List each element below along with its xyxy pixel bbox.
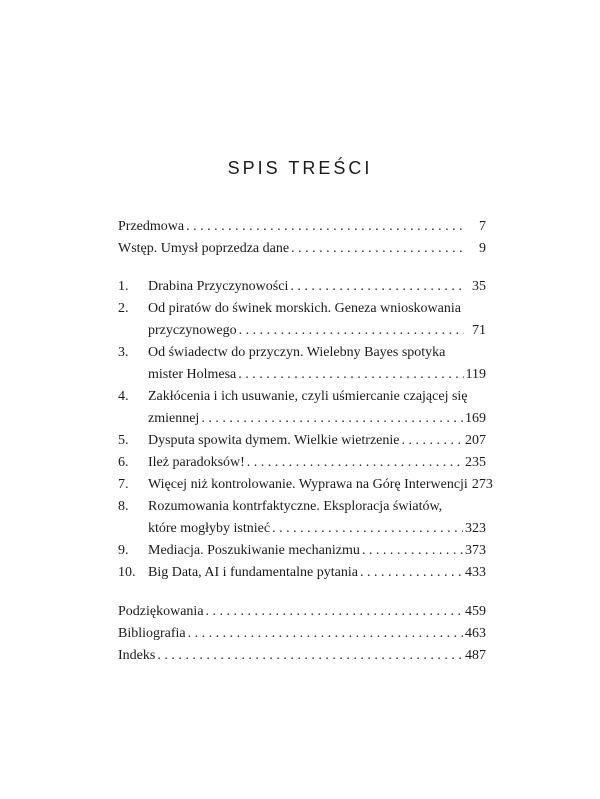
chapter-number: 3.	[118, 345, 129, 360]
toc-page-number: 207	[465, 433, 486, 448]
toc-entry-chapter-5[interactable]	[118, 430, 486, 452]
toc-entry-chapter-6[interactable]	[118, 452, 486, 474]
toc-page-number: 71	[472, 323, 486, 338]
toc-entry-label: zmiennej	[148, 411, 200, 426]
toc-leader-dots	[206, 601, 463, 623]
toc-entry-first-line	[118, 386, 486, 408]
toc-entry-introduction[interactable]	[118, 238, 486, 260]
toc-entry-label: Rozumowania kontrfaktyczne. Eksploracja światów,	[148, 499, 443, 514]
section-spacer	[118, 260, 486, 276]
toc-entry-label: Big Data, AI i fundamentalne pytania	[148, 565, 358, 580]
toc-entry-label: Od piratów do świnek morskich. Geneza wnioskowania	[148, 301, 461, 316]
toc-page-number: 9	[479, 241, 486, 256]
toc-entry-label: które mogłyby istnieć	[148, 521, 271, 536]
toc-leader-dots	[247, 452, 463, 474]
toc-entry-label: Podziękowania	[118, 604, 204, 619]
toc-entry-continuation	[118, 518, 486, 540]
toc-leader-dots	[360, 562, 463, 584]
toc-entry-label: Od świadectw do przyczyn. Wielebny Bayes spotyka	[148, 345, 446, 360]
toc-entry-label: Ileż paradoksów!	[148, 455, 245, 470]
toc-leader-dots	[201, 408, 463, 430]
section-spacer	[118, 584, 486, 601]
toc-leader-dots	[238, 364, 463, 386]
toc-entry-label: Wstęp. Umysł poprzedza dane	[118, 241, 290, 256]
toc-entry-preface[interactable]	[118, 216, 486, 238]
toc-leader-dots	[157, 645, 463, 667]
toc-entry-label: Więcej niż kontrolowanie. Wyprawa na Górę Interwencji	[148, 477, 468, 492]
toc-entry-first-line	[118, 496, 486, 518]
toc-leader-dots	[272, 518, 463, 540]
toc-entry-continuation	[118, 408, 486, 430]
toc-entry-label: Indeks	[118, 648, 156, 663]
toc-page-number: 463	[465, 626, 486, 641]
toc-entry-first-line	[118, 298, 486, 320]
chapter-number: 10.	[118, 565, 136, 580]
toc-page-number: 35	[472, 279, 486, 294]
table-of-contents	[118, 216, 493, 667]
chapter-number: 7.	[118, 477, 129, 492]
toc-page-number: 169	[465, 411, 486, 426]
toc-entry-first-line	[118, 342, 486, 364]
toc-page-number: 323	[465, 521, 486, 536]
chapter-number: 5.	[118, 433, 129, 448]
toc-page-number: 235	[465, 455, 486, 470]
toc-entry-index[interactable]	[118, 645, 486, 667]
toc-entry-label: mister Holmesa	[148, 367, 237, 382]
toc-entry-continuation	[118, 364, 486, 386]
toc-leader-dots	[290, 276, 464, 298]
toc-entry-chapter-4[interactable]	[118, 386, 486, 430]
toc-leader-dots	[291, 238, 464, 260]
toc-entry-label: Zakłócenia i ich usuwanie, czyli uśmiercanie czającej się	[148, 389, 468, 404]
toc-page-number: 7	[479, 219, 486, 234]
toc-entry-label: Przedmowa	[118, 219, 185, 234]
toc-entry-label: Drabina Przyczynowości	[148, 279, 289, 294]
toc-entry-bibliography[interactable]	[118, 623, 486, 645]
toc-page-number: 459	[465, 604, 486, 619]
chapter-number: 8.	[118, 499, 129, 514]
chapter-number: 2.	[118, 301, 129, 316]
toc-page-number: 373	[465, 543, 486, 558]
toc-leader-dots	[402, 430, 463, 452]
toc-entry-label: przyczynowego	[148, 323, 237, 338]
toc-page-number: 487	[465, 648, 486, 663]
toc-entry-chapter-10[interactable]	[118, 562, 486, 584]
toc-entry-label: Dysputa spowita dymem. Wielkie wietrzenie	[148, 433, 400, 448]
toc-entry-label: Mediacja. Poszukiwanie mechanizmu	[148, 543, 360, 558]
toc-entry-chapter-8[interactable]	[118, 496, 486, 540]
chapter-number: 4.	[118, 389, 129, 404]
toc-page-number: 433	[465, 565, 486, 580]
toc-entry-chapter-3[interactable]	[118, 342, 486, 386]
toc-entry-chapter-9[interactable]	[118, 540, 486, 562]
toc-entry-chapter-2[interactable]	[118, 298, 486, 342]
chapter-number: 6.	[118, 455, 129, 470]
chapter-number: 1.	[118, 279, 129, 294]
toc-leader-dots	[188, 623, 463, 645]
toc-leader-dots	[186, 216, 464, 238]
toc-page-number: 273	[471, 477, 493, 492]
toc-entry-continuation	[118, 320, 486, 342]
toc-leader-dots	[362, 540, 463, 562]
page-title: SPIS TREŚCI	[227, 158, 373, 178]
toc-leader-dots	[239, 320, 464, 342]
chapter-number: 9.	[118, 543, 129, 558]
toc-entry-chapter-7[interactable]	[118, 474, 493, 496]
toc-entry-acknowledgements[interactable]	[118, 601, 486, 623]
toc-page-number: 119	[465, 367, 486, 382]
toc-entry-label: Bibliografia	[118, 626, 186, 641]
toc-entry-chapter-1[interactable]	[118, 276, 486, 298]
